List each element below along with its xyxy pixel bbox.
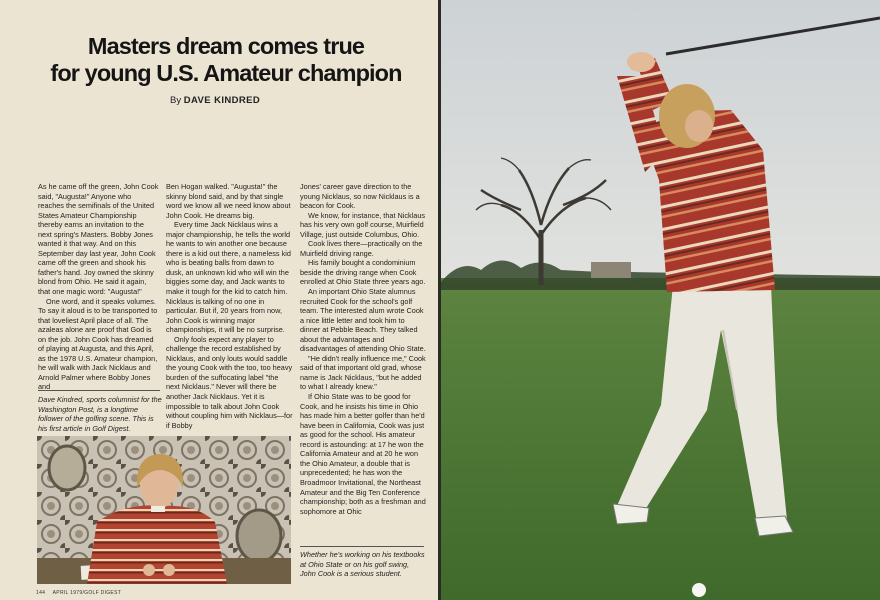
- student-hand: [163, 564, 175, 576]
- headline-line-1: Masters dream comes true: [87, 33, 365, 59]
- student-hand: [143, 564, 155, 576]
- photo-studying-at-desk: [37, 436, 291, 584]
- bio-divider: [38, 390, 160, 391]
- wall-ornament: [237, 510, 281, 562]
- article-column-2: [166, 182, 293, 430]
- caption-divider: [300, 546, 424, 547]
- paragraph: Jones' career gave direction to the young Nicklaus, so now Nicklaus is a beacon for Cook.: [300, 182, 420, 211]
- paragraph: As he came off the green, John Cook said, "Augusta!" Anyone who reaches the semifinals of the United States Amateur Championship thereby earns an invitation to the next spring's Masters. Bobby Jones wanted it that way. And on this September day last year, John Cook came off the green and shook his father's hand. Joy owned the skinny blond from Ohio. He said it again, that one magic word: "Augusta!": [38, 182, 159, 297]
- paragraph: Cook lives there—practically on the Muirfield driving range.: [300, 239, 423, 258]
- issue-label: APRIL 1979/GOLF DIGEST: [52, 590, 122, 596]
- shirt-collar: [151, 506, 165, 512]
- photo-caption: Whether he's working on his textbooks at Ohio State or on his golf swing, John Cook is a serious student.: [300, 550, 425, 578]
- paragraph: One word, and it speaks volumes. To say it aloud is to be transported to that loveliest April place of all. The azaleas alone are proof that God is on the job. John Cook has dreamed of playing at Augusta, and this April, as the 1978 U.S. Amateur champion, he will walk with Jack Nicklaus and Arnold Palmer where Bobby Jones and: [38, 296, 158, 392]
- paragraph: His family bought a condominium beside the driving range when Cook enrolled at Ohio State three years ago.: [300, 258, 426, 287]
- golf-ball-icon: [692, 583, 706, 597]
- article-column-3: [300, 182, 426, 516]
- headline-line-2: for young U.S. Amateur champion: [50, 60, 402, 86]
- paragraph: "He didn't really influence me," Cook said of that important old grad, whose name is Jack Nicklaus, "but he added to what I already knew.": [300, 353, 426, 392]
- paragraph: Ben Hogan walked. "Augusta!" the skinny blond said, and by that single word we know all we need know about John Cook. He dreams big.: [166, 182, 291, 220]
- photo-golfer-swing: [441, 0, 880, 600]
- byline-author: DAVE KINDRED: [183, 95, 261, 106]
- golfer-face: [685, 110, 713, 142]
- distant-building: [591, 262, 631, 278]
- paragraph: Only fools expect any player to challenge the record established by Nicklaus, and only louts would saddle the young Cook with the too, too heavy burden of the suffocating label "the next Nicklaus." Never will there be another Jack Nicklaus. Yet it is impossible to talk about John Cook without coupling him with Nicklaus—for if Bobby: [166, 334, 293, 430]
- article-column-1: [38, 182, 159, 392]
- left-page: [0, 0, 438, 600]
- paragraph: Every time Jack Nicklaus wins a major championship, he tells the world he wants to win another one because there is a kid out there, a nameless kid who is beating balls from dawn to dusk, an unknown kid who will win the biggies some day, and Jack wants to make it tough for the kid to catch him. Nicklaus is talking of no one in particular. But if, 20 years from now, John Cook is winning major championships, it will be no surprise.: [166, 220, 291, 335]
- byline: [170, 95, 260, 106]
- author-bio: Dave Kindred, sports columnist for the Washington Post, is a longtime follower of the golfing scene. This is his first article in Golf Digest.: [38, 395, 162, 433]
- paragraph: An important Ohio State alumnus recruited Cook for the school's golf team. The interested alum wrote Cook a nice little letter and took him to dinner at Pebble Beach. They talked about the advantages and disadvantages of attending Ohio State.: [300, 287, 426, 354]
- page-number: 144: [36, 590, 46, 596]
- byline-prefix: By: [170, 95, 182, 106]
- paragraph: If Ohio State was to be good for Cook, and he insists his time in Ohio has made him a better golfer than he'd have been in California, Cook was just as good for the school. His amateur record is astounding: at 17 he won the California Amateur and at 20 he won the Ohio Amateur, a double that is unprecedented; he has won the Broadmoor Invitational, the Northeast Amateur and the Big Ten Conference championship; both as a freshman and sophomore at Ohic: [300, 392, 426, 516]
- headline: [20, 33, 432, 87]
- golfer-hands: [627, 52, 655, 72]
- right-page: [441, 0, 880, 600]
- paragraph: We know, for instance, that Nicklaus has his very own golf course, Muirfield Village, just outside Columbus, Ohio.: [300, 210, 426, 239]
- wall-ornament: [49, 446, 85, 490]
- page-folio: [36, 590, 121, 596]
- golfer-shoe: [613, 504, 649, 524]
